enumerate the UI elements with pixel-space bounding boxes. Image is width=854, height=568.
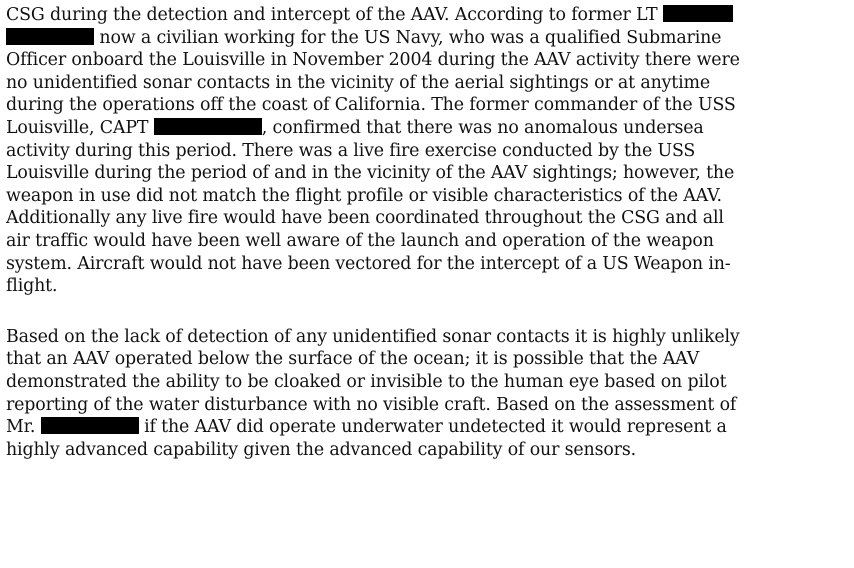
text-line: Based on the lack of detection of any unidentified sonar contacts it is highly unlikely: [6, 326, 740, 347]
redaction-block: [6, 28, 94, 45]
text-line: system. Aircraft would not have been vectored for the intercept of a US Weapon in-: [6, 253, 731, 274]
text-line: demonstrated the ability to be cloaked or invisible to the human eye based on pilot: [6, 371, 727, 392]
text-line: Additionally any live fire would have been coordinated throughout the CSG and all: [6, 208, 724, 229]
document-page: [6, 4, 850, 461]
text-line: highly advanced capability given the advanced capability of our sensors.: [6, 439, 636, 460]
text-line: [6, 117, 850, 140]
text-line: Louisville during the period of and in the vicinity of the AAV sightings; however, the: [6, 163, 735, 184]
text-segment: , confirmed that there was no anomalous undersea: [261, 117, 704, 138]
paragraph-2: [6, 326, 850, 462]
paragraph-gap: [6, 298, 850, 326]
text-line: that an AAV operated below the surface of the ocean; it is possible that the AAV: [6, 349, 700, 370]
text-line: during the operations off the coast of California. The former commander of the USS: [6, 95, 736, 116]
text-line: air traffic would have been well aware of the launch and operation of the weapon: [6, 230, 714, 251]
text-segment: CSG during the detection and intercept of the AAV. According to former LT: [6, 5, 658, 25]
text-segment: if the AAV did operate underwater undetected it would represent a: [144, 417, 727, 438]
text-line: Officer onboard the Louisville in November 2004 during the AAV activity there were: [6, 50, 740, 71]
text-line: [6, 27, 850, 50]
paragraph-1: [6, 4, 850, 298]
redaction-block: [663, 5, 733, 22]
text-line: reporting of the water disturbance with no visible craft. Based on the assessment of: [6, 394, 737, 415]
text-line: [6, 416, 850, 439]
text-line: flight.: [6, 276, 58, 297]
text-segment: now a civilian working for the US Navy, who was a qualified Submarine: [99, 27, 722, 48]
text-segment: Louisville, CAPT: [6, 117, 149, 138]
text-line: weapon in use did not match the flight profile or visible characteristics of the AAV.: [6, 185, 722, 206]
redaction-block: [154, 118, 262, 135]
text-segment: Mr.: [6, 417, 36, 438]
text-line: [6, 4, 850, 27]
text-line: activity during this period. There was a live fire exercise conducted by the USS: [6, 140, 696, 161]
redaction-block: [41, 417, 139, 434]
text-line: no unidentified sonar contacts in the vicinity of the aerial sightings or at anytime: [6, 72, 711, 93]
